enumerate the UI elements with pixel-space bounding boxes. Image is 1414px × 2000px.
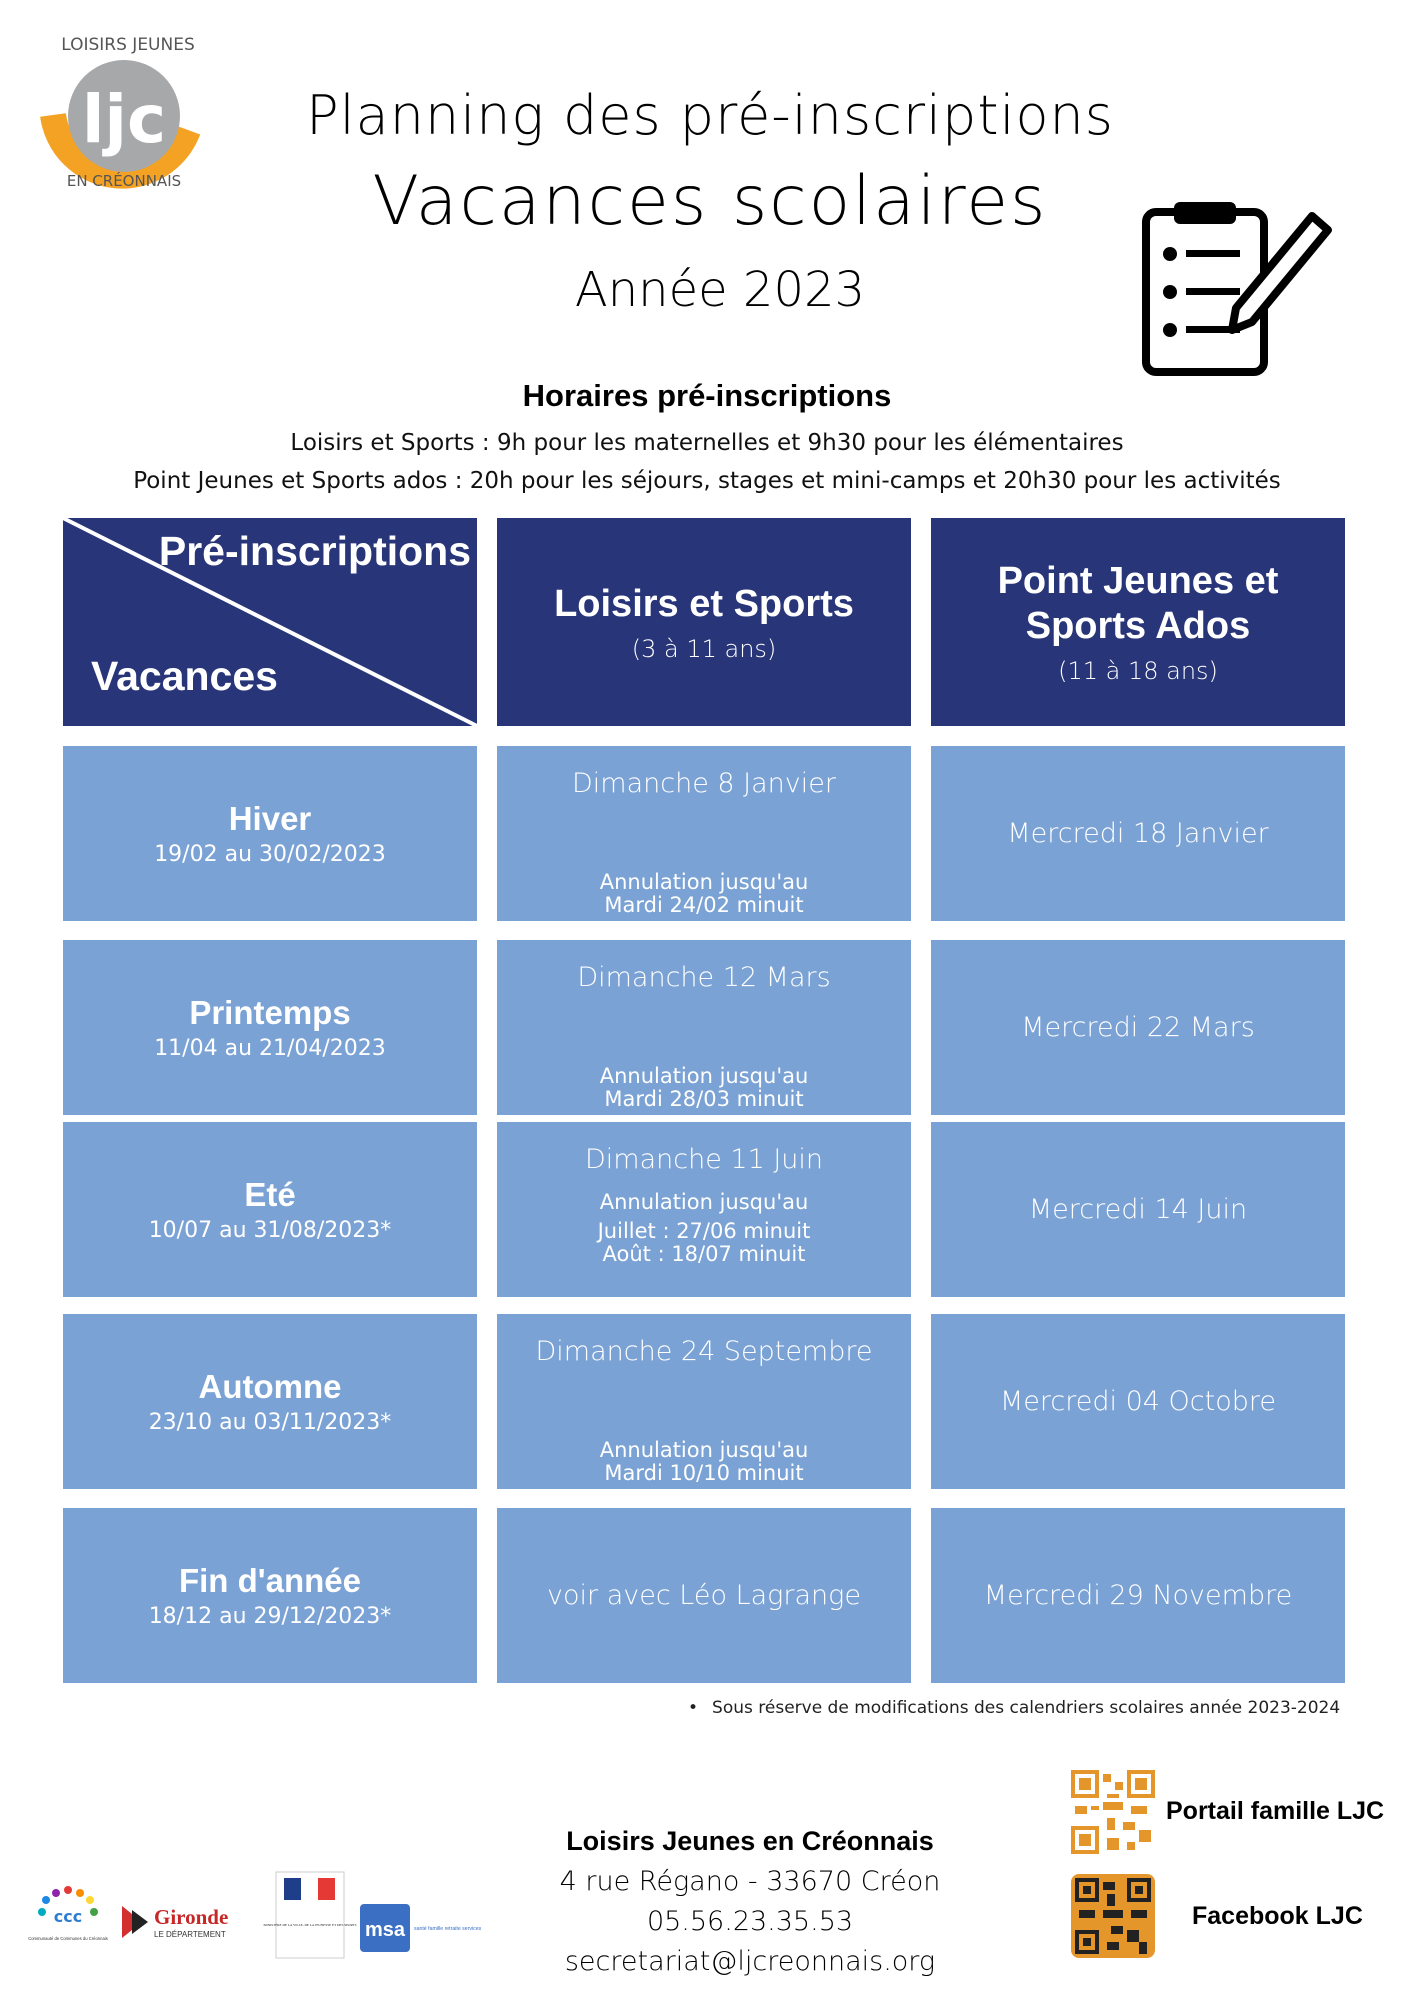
season-dates: 23/10 au 03/11/2023* [148,1410,392,1435]
row-ados-cell [931,746,1345,921]
title-line-1: Planning des pré-inscriptions [306,84,1114,147]
header-ados-cell [931,518,1345,726]
ados-date: Mercredi 22 Mars [1021,1012,1255,1043]
footnote [688,1698,1340,1718]
horaires-line-2: Point Jeunes et Sports ados : 20h pour les séjours, stages et mini-camps et 20h30 pour les activités [133,468,1281,494]
cancel-line: Août : 18/07 minuit [602,1242,806,1266]
title-line-3: Année 2023 [574,262,866,318]
row-ados-cell [931,1508,1345,1683]
cancel-line: Annulation jusqu'au [599,1064,809,1088]
cancel-line: Annulation jusqu'au [599,1438,809,1462]
qr-label-portail: Portail famille LJC [1166,1797,1385,1825]
loisirs-date: Dimanche 12 Mars [577,962,831,993]
row-ados-cell [931,1122,1345,1297]
gironde-sub: LE DÉPARTEMENT [154,1930,226,1939]
logo-letters: ljc [81,81,167,158]
svg-text:ccc: ccc [53,1907,83,1926]
season-name: Automne [198,1368,342,1405]
season-dates: 18/12 au 29/12/2023* [148,1604,392,1629]
horaires-line-1: Loisirs et Sports : 9h pour les maternelles et 9h30 pour les élémentaires [290,430,1124,456]
bullet-icon: • [688,1698,699,1718]
header-loisirs-title: Loisirs et Sports [554,582,854,625]
header-corner-cell [63,518,477,726]
ados-date: Mercredi 18 Janvier [1007,818,1269,849]
corner-label-top: Pré-inscriptions [158,528,471,574]
row-season-cell [63,1508,477,1683]
qr-label-facebook: Facebook LJC [1192,1902,1363,1930]
horaires-title: Horaires pré-inscriptions [522,378,892,413]
row-ados-cell [931,940,1345,1115]
ministry-logo [263,1872,357,1958]
row-ados-cell [931,1314,1345,1489]
org-address: 4 rue Régano - 33670 Créon [559,1866,941,1897]
season-dates: 10/07 au 31/08/2023* [148,1218,392,1243]
gironde-logo [118,1900,258,1944]
cancel-line: Mardi 24/02 minuit [604,893,804,917]
cancel-line: Juillet : 27/06 minuit [597,1219,811,1243]
logo-top-text: LOISIRS JEUNES [61,35,195,55]
row-loisirs-cell [497,1314,911,1489]
loisirs-date: Dimanche 8 Janvier [572,768,836,799]
ados-date: Mercredi 29 Novembre [983,1580,1293,1611]
org-name: Loisirs Jeunes en Créonnais [566,1826,934,1856]
cancel-line: Annulation jusqu'au [599,1190,809,1214]
header-ados-age: (11 à 18 ans) [1058,657,1218,685]
row-loisirs-cell [497,1508,911,1683]
season-name: Fin d'année [178,1562,362,1599]
footnote-text: Sous réserve de modifications des calendriers scolaires année 2023-2024 [712,1698,1341,1718]
header-loisirs-cell [497,518,911,726]
header-ados-title-2: Sports Ados [1025,605,1251,647]
msa-sub: santé famille retraite services [414,1926,482,1932]
cancel-line: Annulation jusqu'au [599,870,809,894]
season-name: Hiver [228,800,312,837]
season-dates: 19/02 au 30/02/2023 [154,842,386,867]
row-season-cell [63,746,477,921]
season-name: Eté [244,1176,296,1213]
title-line-2: Vacances scolaires [372,162,1048,241]
clipboard-icon [1140,198,1340,378]
header-loisirs-age: (3 à 11 ans) [631,634,777,663]
ljc-logo [28,20,218,190]
ccc-name: Communauté de Communes du Créonnais [28,1936,108,1941]
qr-code-portail[interactable] [1071,1770,1155,1854]
gironde-name: Gironde [154,1905,229,1929]
ministry-name: MINISTÈRE DE LA VILLE, DE LA JEUNESSE ET DES SPORTS [263,1923,357,1927]
ados-date: Mercredi 04 Octobre [1000,1386,1276,1417]
header-ados-title-1: Point Jeunes et [997,560,1279,602]
row-loisirs-cell [497,746,911,921]
row-season-cell [63,1122,477,1297]
org-phone: 05.56.23.35.53 [646,1906,854,1937]
loisirs-date: voir avec Léo Lagrange [547,1580,861,1611]
season-name: Printemps [189,994,351,1031]
loisirs-date: Dimanche 11 Juin [584,1144,824,1175]
ados-date: Mercredi 14 Juin [1028,1194,1248,1225]
row-season-cell [63,940,477,1115]
ccc-logo [28,1882,108,1958]
row-loisirs-cell [497,940,911,1115]
cancel-line: Mardi 28/03 minuit [604,1087,804,1111]
row-loisirs-cell [497,1122,911,1297]
corner-label-bottom: Vacances [91,653,278,699]
qr-code-facebook[interactable] [1071,1874,1155,1958]
org-email[interactable]: secretariat@ljcreonnais.org [564,1946,936,1977]
loisirs-date: Dimanche 24 Septembre [535,1336,873,1367]
row-season-cell [63,1314,477,1489]
msa-logo [358,1900,482,1956]
cancel-line: Mardi 10/10 minuit [604,1461,804,1485]
msa-name: msa [364,1919,406,1941]
season-dates: 11/04 au 21/04/2023 [154,1036,386,1061]
logo-bottom-text: EN CRÉONNAIS [66,172,182,190]
